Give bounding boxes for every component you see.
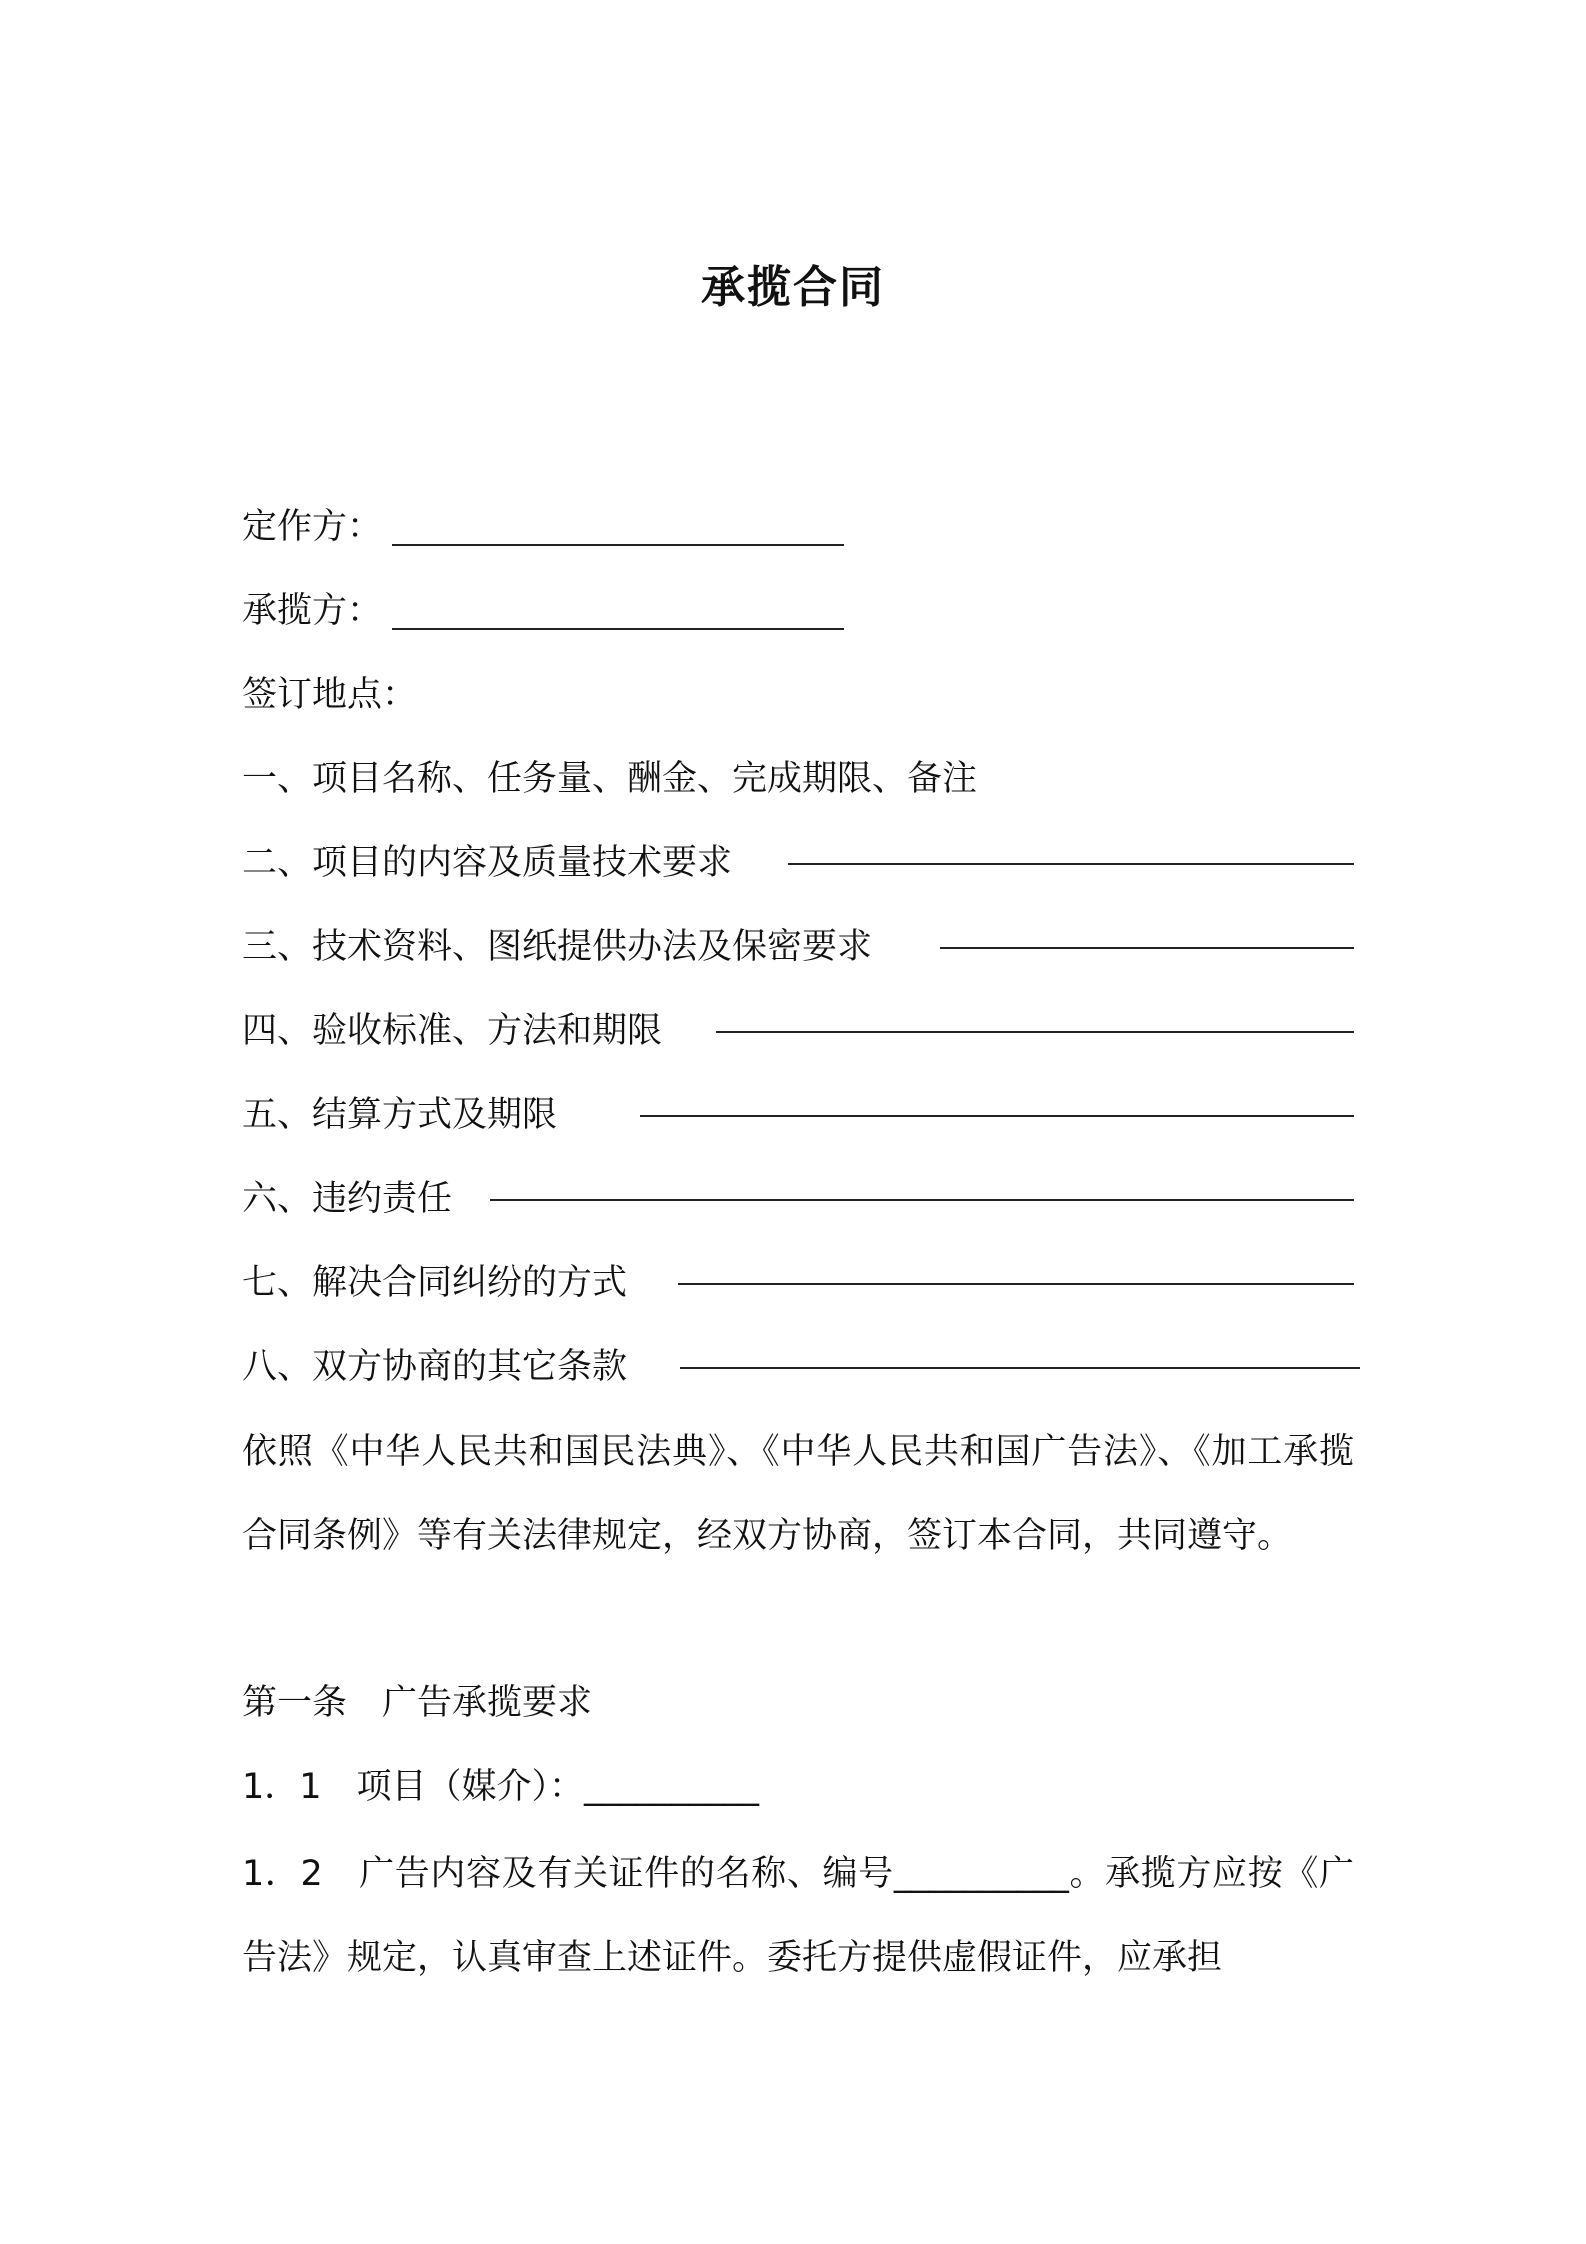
section-6: 六、违约责任 [242,1179,453,1219]
contractor-blank-line [392,628,844,630]
contractor-label: 承揽方： [242,591,383,631]
section-5-fill-line [640,1115,1354,1117]
section-8-fill-line [680,1367,1360,1369]
article-1-item-1: 1．1 项目（媒介）：__________ [242,1767,760,1807]
section-4-fill-line [716,1031,1354,1033]
section-5: 五、结算方式及期限 [242,1095,558,1135]
preamble-paragraph: 依照《中华人民共和国民法典》、《中华人民共和国广告法》、《加工承揽合同条例》等有关法律规定，经双方协商，签订本合同，共同遵守。 [242,1432,1354,1556]
section-1: 一、项目名称、任务量、酬金、完成期限、备注 [242,759,978,799]
article-1-heading: 第一条 广告承揽要求 [242,1683,593,1723]
section-4: 四、验收标准、方法和期限 [242,1011,663,1051]
section-8: 八、双方协商的其它条款 [242,1347,628,1387]
section-3: 三、技术资料、图纸提供办法及保密要求 [242,927,873,967]
section-7-fill-line [678,1283,1354,1285]
place-label: 签订地点： [242,675,418,715]
section-2-fill-line [788,863,1354,865]
article-1-item-2: 1．2 广告内容及有关证件的名称、编号__________。承揽方应按《广告法》规定，认真审查上述证件。委托方提供虚假证件，应承担 [242,1854,1354,1978]
section-3-fill-line [940,947,1354,949]
section-7: 七、解决合同纠纷的方式 [242,1263,628,1303]
section-2: 二、项目的内容及质量技术要求 [242,843,733,883]
section-6-fill-line [490,1199,1354,1201]
client-label: 定作方： [242,507,383,547]
document-title: 承揽合同 [701,262,885,313]
client-blank-line [392,544,844,546]
